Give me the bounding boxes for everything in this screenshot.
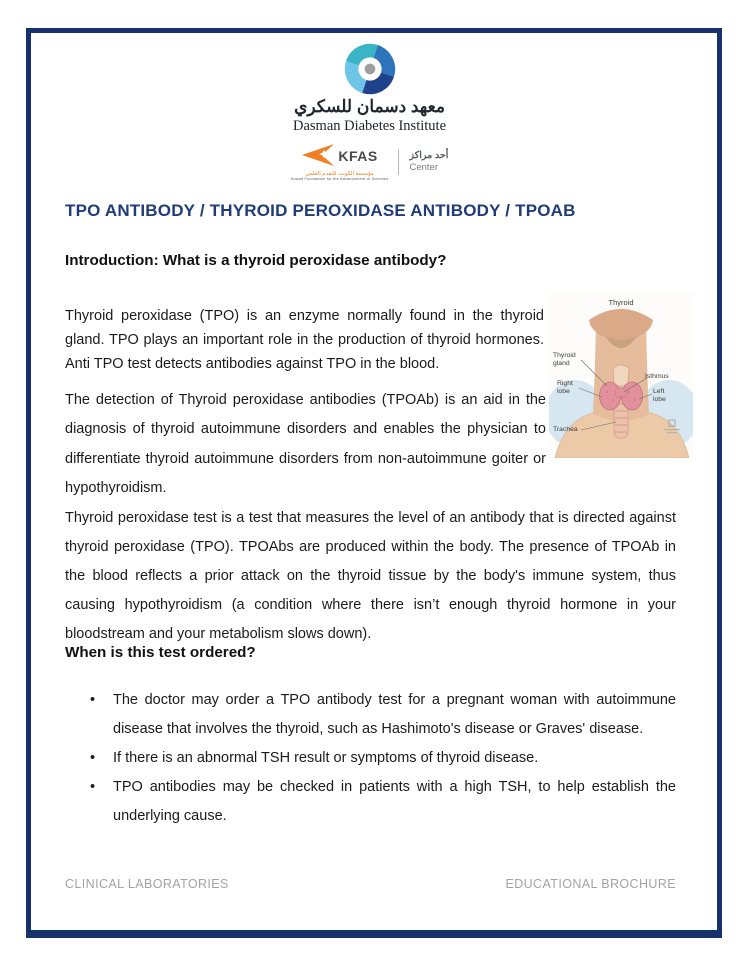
footer-section-label: CLINICAL LABORATORIES [65, 877, 229, 891]
header-divider [398, 149, 399, 175]
kfas-affiliation [291, 142, 449, 182]
header [0, 38, 739, 182]
page-title: TPO ANTIBODY / THYROID PEROXIDASE ANTIBODY / TPOAB [65, 201, 576, 220]
bullet-item: • If there is an abnormal TSH result or symptoms of thyroid disease. [65, 744, 676, 773]
center-label-english: Center [409, 161, 438, 173]
figure-label-trachea: Trachea [553, 426, 578, 433]
kfas-mark-icon [301, 142, 335, 170]
figure-label-right-lobe: Right lobe [557, 380, 573, 396]
figure-title: Thyroid [608, 298, 634, 307]
dasman-swirl-logo-icon [338, 38, 402, 100]
center-label-arabic: أحد مراكز [409, 150, 449, 162]
figure-label-left-lobe: Left lobe [653, 388, 666, 404]
figure-label-thyroid-gland: Thyroid gland [553, 352, 576, 368]
bullet-item: • The doctor may order a TPO antibody test for a pregnant woman with autoimmune disease that involves the thyroid, such as Hashimoto's disease or Graves' disease. [65, 686, 676, 744]
institute-name-arabic: معهد دسمان للسكري [294, 97, 445, 116]
kfas-tagline-english: Kuwait Foundation for the Advancement of Sciences [290, 177, 389, 182]
institute-name-english: Dasman Diabetes Institute [292, 117, 446, 134]
kfas-tagline-arabic: مؤسسة الكويت للتقدم العلمي [305, 170, 374, 177]
kfas-logo [291, 142, 389, 182]
ordered-heading: When is this test ordered? [65, 644, 256, 661]
footer-doc-type-label: EDUCATIONAL BROCHURE [505, 877, 676, 891]
ordered-bullet-list [65, 686, 676, 831]
intro-paragraph-3: Thyroid peroxidase test is a test that measures the level of an antibody that is directed against thyroid peroxidase (TPO). TPOAbs are produced within the body. The presence of TPOAb in the blood reflects a prior attack on the thyroid tissue by the body's immune system, thus causing hypothyroidism (a condition where there isn’t enough thyroid hormone in your bloodstream and your metabolism slows down). [65, 509, 676, 642]
figure-label-isthmus: Isthmus [645, 373, 669, 380]
intro-heading: Introduction: What is a thyroid peroxidase antibody? [65, 252, 447, 269]
intro-paragraph-1: Thyroid peroxidase (TPO) is an enzyme normally found in the thyroid gland. TPO plays an important role in the production of thyroid hormones. Anti TPO test detects antibodies against TPO in the blood. [65, 307, 544, 372]
kfas-acronym: KFAS [338, 147, 378, 164]
bullet-item: • TPO antibodies may be checked in patients with a high TSH, to help establish the underlying cause. [65, 773, 676, 831]
intro-paragraph-2: The detection of Thyroid peroxidase antibodies (TPOAb) is an aid in the diagnosis of thyroid autoimmune disorders and enables the physician to differentiate thyroid autoimmune disorders from non-autoimmune goiter or hypothyroidism. [65, 391, 546, 496]
center-label-block [409, 150, 448, 173]
thyroid-anatomy-figure [549, 292, 693, 458]
